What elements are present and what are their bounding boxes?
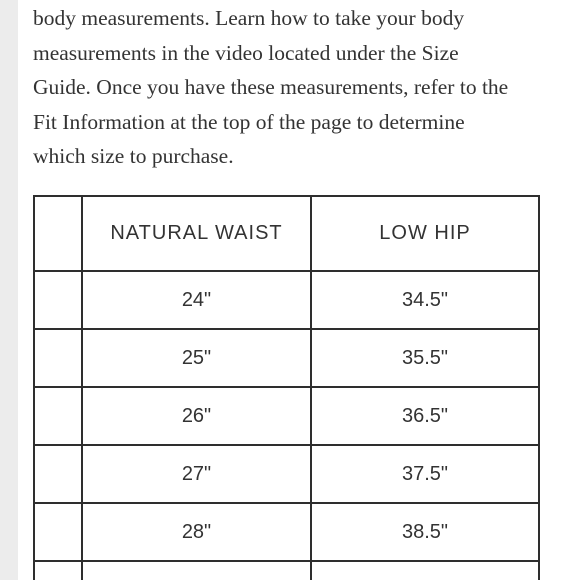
instructions-line: which size to purchase. [33, 144, 234, 168]
size-cell [34, 329, 82, 387]
size-guide-instructions [33, 1, 573, 174]
natural-waist-cell: 27" [82, 445, 311, 503]
size-guide-content [18, 0, 580, 580]
size-cell [34, 445, 82, 503]
table-header-row [34, 196, 539, 271]
low-hip-cell [311, 561, 539, 580]
size-cell [34, 387, 82, 445]
size-cell [34, 271, 82, 329]
natural-waist-cell: 26" [82, 387, 311, 445]
natural-waist-column-header: NATURAL WAIST [82, 196, 311, 271]
natural-waist-cell [82, 561, 311, 580]
instructions-line: Guide. Once you have these measurements, refer to the [33, 75, 509, 99]
low-hip-cell: 37.5" [311, 445, 539, 503]
natural-waist-cell: 28" [82, 503, 311, 561]
size-column-header [34, 196, 82, 271]
natural-waist-cell: 24" [82, 271, 311, 329]
natural-waist-cell: 25" [82, 329, 311, 387]
low-hip-cell: 38.5" [311, 503, 539, 561]
instructions-line: Fit Information at the top of the page to determine [33, 109, 465, 134]
size-chart-table [33, 195, 540, 580]
table-row [34, 387, 539, 445]
low-hip-cell: 36.5" [311, 387, 539, 445]
table-row [34, 561, 539, 580]
table-row [34, 503, 539, 561]
low-hip-cell: 34.5" [311, 271, 539, 329]
table-row [34, 445, 539, 503]
table-row [34, 329, 539, 387]
instructions-line: body measurements. Learn how to take your body [33, 6, 465, 30]
low-hip-cell: 35.5" [311, 329, 539, 387]
size-cell [34, 503, 82, 561]
table-row [34, 271, 539, 329]
instructions-line: measurements in the video located under the Size [33, 40, 459, 65]
size-cell [34, 561, 82, 580]
low-hip-column-header: LOW HIP [311, 196, 539, 271]
